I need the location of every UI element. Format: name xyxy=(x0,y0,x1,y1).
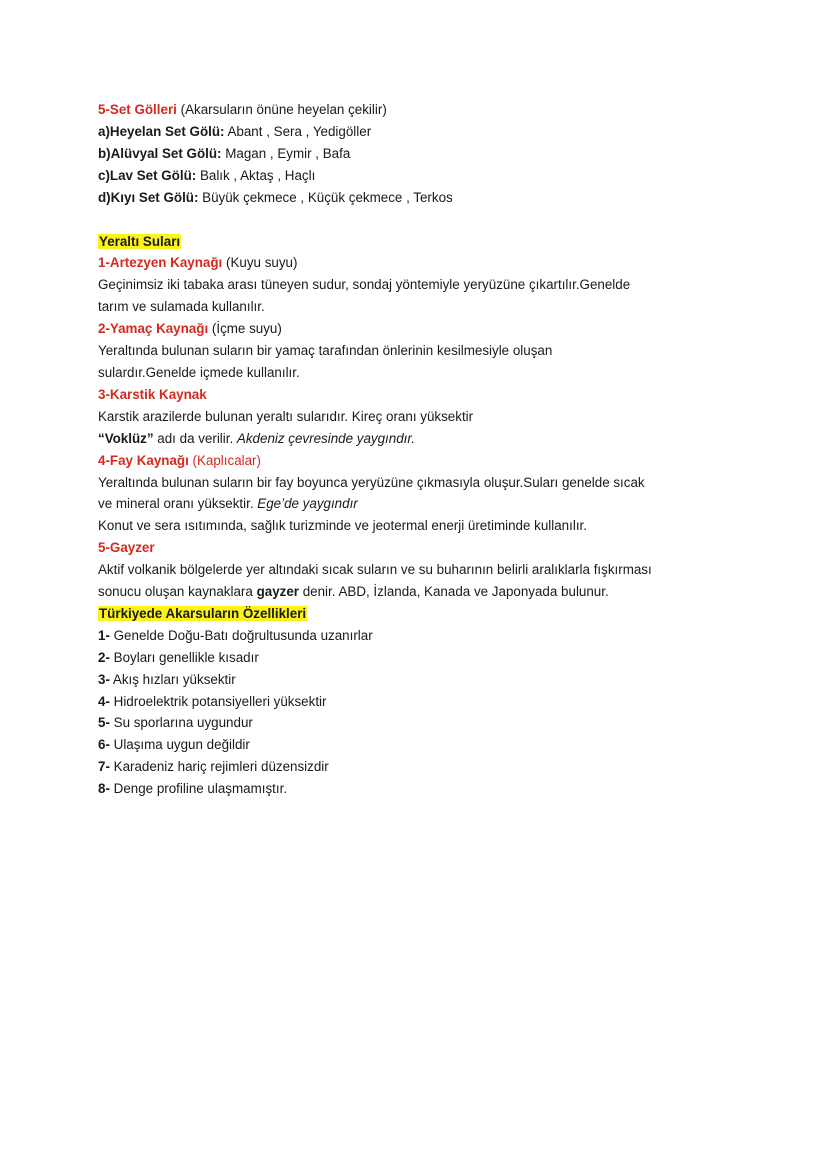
artezyen-title-line xyxy=(98,252,748,274)
artezyen-text-2: tarım ve sulamada kullanılır. xyxy=(98,299,265,315)
akarsu-item-text: Karadeniz hariç rejimleri düzensizdir xyxy=(109,759,329,775)
gayzer-text-1: Aktif volkanik bölgelerde yer altındaki sıcak suların ve su buharının belirli aralıklarla fışkırması xyxy=(98,562,652,578)
yamac-note: (İçme suyu) xyxy=(208,321,282,337)
set-golu-item xyxy=(98,187,748,209)
document-page xyxy=(98,99,748,800)
akarsu-item-num: 8- xyxy=(98,781,110,797)
fay-text-1: Yeraltında bulunan suların bir fay boyunca yeryüzüne çıkmasıyla oluşur.Suları genelde sıcak xyxy=(98,474,645,490)
akarsu-item xyxy=(98,712,748,734)
karstik-text-1: Karstik arazilerde bulunan yeraltı sularıdır. Kireç oranı yüksektir xyxy=(98,408,474,424)
yeralti-heading: Yeraltı Suları xyxy=(99,233,181,249)
fay-text-2-main: ve mineral oranı yüksektir. xyxy=(98,496,258,512)
akarsu-item-num: 4- xyxy=(98,693,110,709)
spacer xyxy=(98,209,748,231)
gayzer-term: gayzer xyxy=(256,584,299,600)
fay-title-line xyxy=(98,450,748,472)
gayzer-text-2 xyxy=(98,581,748,603)
yeralti-heading-line xyxy=(98,231,748,253)
set-golu-item xyxy=(98,143,748,165)
fay-text-3: Konut ve sera ısıtımında, sağlık turizminde ve jeotermal enerji üretiminde kullanılır. xyxy=(98,518,587,534)
akarsu-item xyxy=(98,691,748,713)
akarsu-item-text: Hidroelektrik potansiyelleri yüksektir xyxy=(109,693,327,709)
yamac-title-line xyxy=(98,318,748,340)
set-golu-label: b)Alüvyal Set Gölü: xyxy=(98,145,222,161)
vokluz-term: “Voklüz” xyxy=(98,430,154,446)
akarsular-heading-line xyxy=(98,603,748,625)
fay-text-2-italic: Ege’de yaygındır xyxy=(257,496,358,512)
vokluz-italic: Akdeniz çevresinde yaygındır. xyxy=(236,430,416,446)
gayzer-text-2-a: sonucu oluşan kaynaklara xyxy=(98,584,257,600)
akarsu-item-text: Denge profiline ulaşmamıştır. xyxy=(109,781,288,797)
gayzer-text-2-b: denir. ABD, İzlanda, Kanada ve Japonyada bulunur. xyxy=(299,584,609,600)
set-golu-value: Magan , Eymir , Bafa xyxy=(221,145,351,161)
fay-note: (Kaplıcalar) xyxy=(188,452,261,468)
akarsu-item xyxy=(98,778,748,800)
set-golu-label: a)Heyelan Set Gölü: xyxy=(98,123,225,139)
yamac-text-1: Yeraltında bulunan suların bir yamaç tarafından önlerinin kesilmesiyle oluşan xyxy=(98,343,553,359)
akarsu-item-text: Akış hızları yüksektir xyxy=(109,671,236,687)
set-golleri-title-line xyxy=(98,99,748,121)
akarsu-item-num: 1- xyxy=(98,627,110,643)
set-golu-item xyxy=(98,165,748,187)
fay-text-2 xyxy=(98,493,748,515)
akarsu-item-num: 2- xyxy=(98,649,110,665)
akarsu-item-text: Ulaşıma uygun değildir xyxy=(109,737,250,753)
akarsu-item-num: 3- xyxy=(98,671,110,687)
artezyen-note: (Kuyu suyu) xyxy=(222,255,298,271)
set-golu-label: d)Kıyı Set Gölü: xyxy=(98,189,199,205)
gayzer-title-line xyxy=(98,537,748,559)
akarsu-item-text: Genelde Doğu-Batı doğrultusunda uzanırlar xyxy=(109,627,373,643)
karstik-title: 3-Karstik Kaynak xyxy=(98,386,207,402)
akarsu-item xyxy=(98,756,748,778)
vokluz-rest: adı da verilir. xyxy=(153,430,237,446)
set-golu-item xyxy=(98,121,748,143)
karstik-title-line xyxy=(98,384,748,406)
set-golu-value: Balık , Aktaş , Haçlı xyxy=(196,167,316,183)
set-golu-label: c)Lav Set Gölü: xyxy=(98,167,197,183)
artezyen-title: 1-Artezyen Kaynağı xyxy=(98,255,223,271)
akarsu-item xyxy=(98,669,748,691)
akarsu-item-text: Su sporlarına uygundur xyxy=(109,715,253,731)
set-golu-value: Büyük çekmece , Küçük çekmece , Terkos xyxy=(198,189,453,205)
set-golu-value: Abant , Sera , Yedigöller xyxy=(224,123,372,139)
set-golleri-title: 5-Set Gölleri xyxy=(98,102,177,117)
fay-title: 4-Fay Kaynağı xyxy=(98,452,189,468)
akarsu-item xyxy=(98,734,748,756)
akarsu-item-num: 6- xyxy=(98,737,110,753)
yamac-text-2: sulardır.Genelde içmede kullanılır. xyxy=(98,364,300,380)
yamac-title: 2-Yamaç Kaynağı xyxy=(98,321,209,337)
gayzer-title: 5-Gayzer xyxy=(98,540,155,556)
akarsu-item-num: 7- xyxy=(98,759,110,775)
akarsu-item xyxy=(98,647,748,669)
akarsular-heading: Türkiyede Akarsuların Özellikleri xyxy=(99,605,307,621)
set-golleri-note: (Akarsuların önüne heyelan çekilir) xyxy=(176,102,387,117)
akarsu-item xyxy=(98,625,748,647)
akarsu-item-text: Boyları genellikle kısadır xyxy=(109,649,259,665)
artezyen-text-1: Geçinimsiz iki tabaka arası tüneyen sudur, sondaj yöntemiyle yeryüzüne çıkartılır.Genelde xyxy=(98,277,631,293)
akarsu-item-num: 5- xyxy=(98,715,110,731)
karstik-text-2 xyxy=(98,428,748,450)
